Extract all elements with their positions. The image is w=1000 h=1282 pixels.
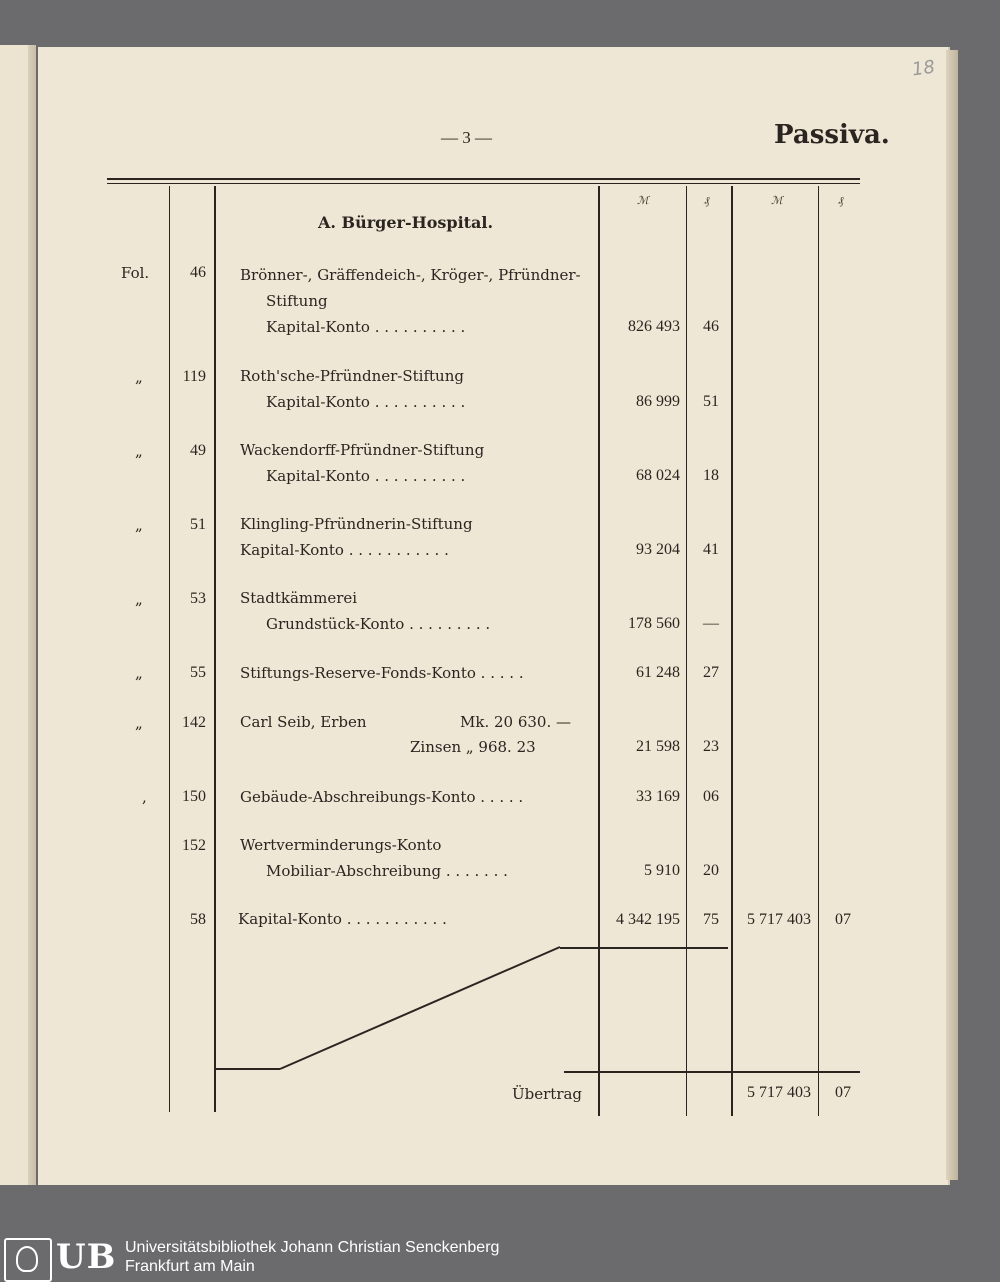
entry-line: Mk. 20 630. — bbox=[460, 713, 572, 731]
folio-number: 142 bbox=[182, 714, 206, 731]
carry-rule bbox=[564, 1071, 860, 1073]
folio-number: 46 bbox=[190, 264, 206, 281]
pencil-page-note: 18 bbox=[910, 56, 937, 81]
ref-marker: „ bbox=[135, 516, 143, 534]
entry-line: Klingling-Pfründnerin-Stiftung bbox=[240, 515, 473, 533]
folio-number: 152 bbox=[182, 837, 206, 854]
mark-value: 178 560 bbox=[628, 615, 680, 632]
carry-mark-value: 5 717 403 bbox=[747, 1084, 811, 1101]
entry-account: Kapital-Konto . . . . . . . . . . bbox=[266, 318, 466, 336]
total-pf-header: ₰ bbox=[838, 194, 844, 207]
col-divider-total-pf bbox=[818, 186, 819, 1116]
top-rule-thick bbox=[107, 178, 860, 180]
ref-marker: , bbox=[142, 788, 147, 806]
col-divider-pf bbox=[686, 186, 687, 1116]
entry-account: Mobiliar-Abschreibung . . . . . . . bbox=[266, 862, 508, 880]
library-logo: UB bbox=[56, 1237, 117, 1277]
section-title: A. Bürger-Hospital. bbox=[318, 213, 494, 232]
portrait-logo-icon bbox=[4, 1238, 52, 1282]
pf-header: ₰ bbox=[704, 194, 710, 207]
ref-marker: „ bbox=[135, 590, 143, 608]
mark-value: 33 169 bbox=[636, 788, 680, 805]
entry-account: Kapital-Konto . . . . . . . . . . . bbox=[240, 541, 449, 559]
entry-line: Brönner-, Gräffendeich-, Kröger-, Pfründner- bbox=[240, 266, 581, 284]
ref-marker: „ bbox=[135, 664, 143, 682]
entry-line: Wertverminderungs-Konto bbox=[240, 836, 442, 854]
entry-account: Kapital-Konto . . . . . . . . . . bbox=[266, 467, 466, 485]
footer-city: Frankfurt am Main bbox=[125, 1258, 255, 1275]
pf-value: 23 bbox=[703, 738, 719, 755]
carry-label: Übertrag bbox=[512, 1085, 583, 1103]
col-divider-ref bbox=[169, 186, 170, 1112]
pf-value: 27 bbox=[703, 664, 719, 681]
folio-number: 119 bbox=[182, 368, 206, 385]
ref-marker: „ bbox=[135, 442, 143, 460]
folio-number: 55 bbox=[190, 664, 206, 681]
entry-line: Carl Seib, Erben bbox=[240, 713, 367, 731]
pf-value: 75 bbox=[703, 911, 719, 928]
total-mark-header: ℳ bbox=[771, 194, 783, 207]
ref-marker: „ bbox=[135, 368, 143, 386]
mark-value: 5 910 bbox=[644, 862, 680, 879]
cancel-stroke bbox=[276, 944, 566, 1074]
col-divider-mark bbox=[598, 186, 600, 1116]
sum-rule bbox=[560, 947, 728, 949]
folio-number: 53 bbox=[190, 590, 206, 607]
pf-value: 46 bbox=[703, 318, 719, 335]
folio-number: 49 bbox=[190, 442, 206, 459]
total-pf-value: 07 bbox=[835, 911, 851, 928]
total-mark-value: 5 717 403 bbox=[747, 911, 811, 928]
entry-account: Kapital-Konto . . . . . . . . . . bbox=[266, 393, 466, 411]
carry-pf-value: 07 bbox=[835, 1084, 851, 1101]
mark-value: 21 598 bbox=[636, 738, 680, 755]
col-divider-fol bbox=[214, 186, 216, 1112]
page-title: Passiva. bbox=[774, 120, 890, 150]
page-number: — 3 — bbox=[441, 128, 492, 147]
ref-marker: „ bbox=[135, 714, 143, 732]
bottom-left-rule bbox=[216, 1068, 280, 1070]
mark-value: 4 342 195 bbox=[616, 911, 680, 928]
top-rule-thin bbox=[107, 183, 860, 184]
gutter bbox=[28, 45, 36, 1185]
page-edge bbox=[946, 50, 958, 1180]
mark-value: 93 204 bbox=[636, 541, 680, 558]
entry-line: Stadtkämmerei bbox=[240, 589, 358, 607]
entry-line: Wackendorff-Pfründner-Stiftung bbox=[240, 441, 485, 459]
pf-value: 06 bbox=[703, 788, 719, 805]
entry-line: Stiftung bbox=[266, 292, 328, 310]
folio-number: 51 bbox=[190, 516, 206, 533]
pf-value: 41 bbox=[703, 541, 719, 558]
mark-value: 86 999 bbox=[636, 393, 680, 410]
entry-account: Kapital-Konto . . . . . . . . . . . bbox=[238, 910, 447, 928]
pf-value: 18 bbox=[703, 467, 719, 484]
ref-marker: Fol. bbox=[121, 264, 150, 282]
folio-number: 150 bbox=[182, 788, 206, 805]
entry-line: Roth'sche-Pfründner-Stiftung bbox=[240, 367, 464, 385]
mark-value: 826 493 bbox=[628, 318, 680, 335]
pf-value: 51 bbox=[703, 393, 719, 410]
entry-account: Gebäude-Abschreibungs-Konto . . . . . bbox=[240, 788, 524, 806]
entry-account: Zinsen „ 968. 23 bbox=[410, 738, 536, 756]
mark-value: 61 248 bbox=[636, 664, 680, 681]
footer-library-name: Universitätsbibliothek Johann Christian Senckenberg bbox=[125, 1239, 500, 1256]
mark-header: ℳ bbox=[637, 194, 649, 207]
folio-number: 58 bbox=[190, 911, 206, 928]
entry-account: Grundstück-Konto . . . . . . . . . bbox=[266, 615, 491, 633]
pf-value: — bbox=[703, 615, 719, 632]
mark-value: 68 024 bbox=[636, 467, 680, 484]
entry-account: Stiftungs-Reserve-Fonds-Konto . . . . . bbox=[240, 664, 524, 682]
pf-value: 20 bbox=[703, 862, 719, 879]
